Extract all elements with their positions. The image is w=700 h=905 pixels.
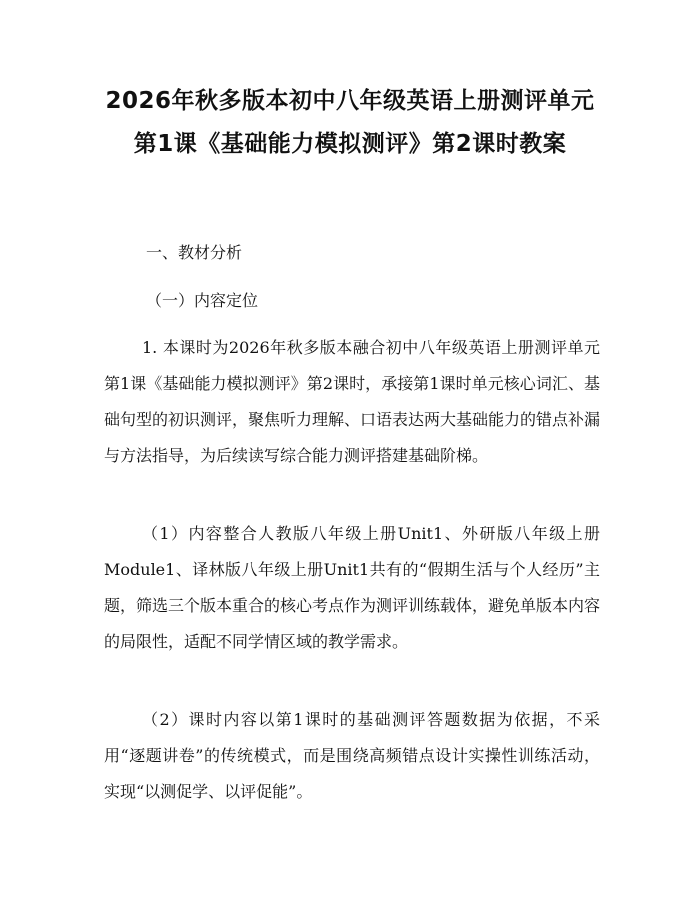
- paragraph-1: 1. 本课时为2026年秋多版本融合初中八年级英语上册测评单元第1课《基础能力模拟测评》第2课时，承接第1课时单元核心词汇、基础句型的初识测评，聚焦听力理解、口语表达两大基础能力的错点补漏与方法指导，为后续读写综合能力测评搭建基础阶梯。: [104, 338, 601, 465]
- paragraph-3: （2）课时内容以第1课时的基础测评答题数据为依据，不采用“逐题讲卷”的传统模式，而是围绕高频错点设计实操性训练活动，实现“以测促学、以评促能”。: [104, 710, 600, 801]
- paragraph-2: （1）内容整合人教版八年级上册Unit1、外研版八年级上册Module1、译林版八年级上册Unit1共有的“假期生活与个人经历”主题，筛选三个版本重合的核心考点作为测评训练载体，避免单版本内容的局限性，适配不同学情区域的教学需求。: [104, 524, 601, 651]
- subsection-heading: （一）内容定位: [146, 291, 259, 310]
- section-heading: 一、教材分析: [146, 243, 243, 262]
- document-title: 2026年秋多版本初中八年级英语上册测评单元第1课《基础能力模拟测评》第2课时教案: [105, 88, 595, 157]
